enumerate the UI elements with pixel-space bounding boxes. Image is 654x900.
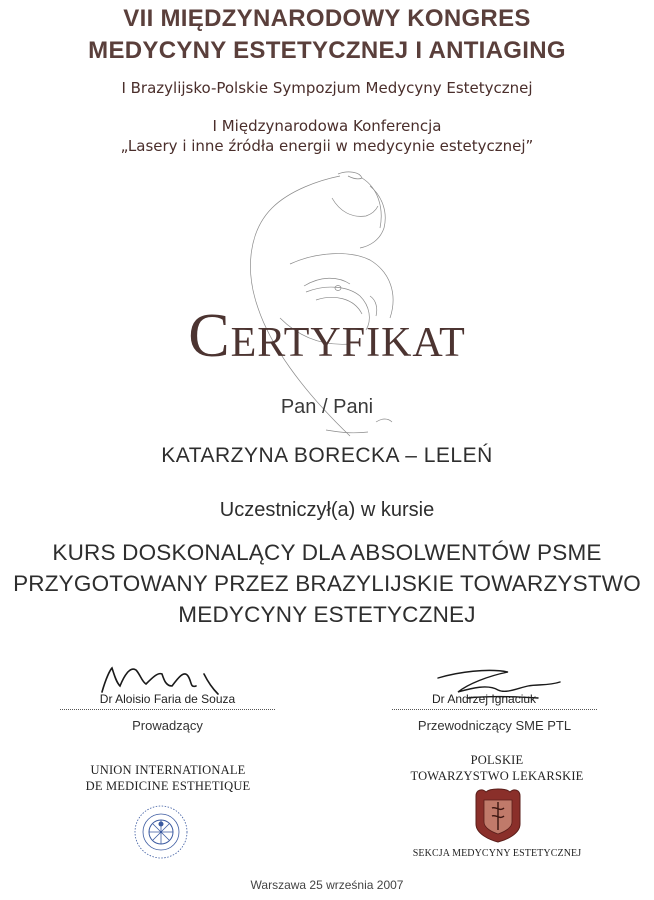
conference-title-line2: „Lasery i inne źródła energii w medycynie estetycznej” bbox=[120, 137, 534, 155]
signature-line-left bbox=[60, 709, 275, 710]
org-ptl-name bbox=[392, 752, 602, 784]
signatory-left-role: Prowadzący bbox=[132, 718, 203, 733]
congress-title-line1: VII MIĘDZYNARODOWY KONGRES bbox=[123, 5, 531, 32]
symposium-title: I Brazylijsko-Polskie Sympozjum Medycyny Estetycznej bbox=[121, 79, 533, 97]
org-uime-line1: UNION INTERNATIONALE bbox=[90, 763, 246, 777]
org-uime-line2: DE MEDICINE ESTHETIQUE bbox=[85, 779, 251, 793]
signature-block-right bbox=[392, 692, 597, 733]
certificate-title-rest: ERTYFIKAT bbox=[230, 320, 466, 366]
salutation: Pan / Pani bbox=[280, 396, 374, 418]
congress-title-line2: MEDYCYNY ESTETYCZNEJ I ANTIAGING bbox=[88, 37, 566, 64]
conference-title-line1: I Międzynarodowa Konferencja bbox=[212, 117, 442, 135]
signature-block-left bbox=[60, 692, 275, 733]
signatory-left-name: Dr Aloisio Faria de Souza bbox=[99, 692, 236, 706]
course-title-line3: MEDYCYNY ESTETYCZNEJ bbox=[178, 602, 476, 627]
org-ptl-line1: POLSKIE bbox=[470, 753, 524, 767]
certificate-title-initial: C bbox=[188, 302, 231, 370]
signature-line-right bbox=[392, 709, 597, 710]
course-title-line1: KURS DOSKONALĄCY DLA ABSOLWENTÓW PSME bbox=[52, 540, 602, 565]
recipient-name: KATARZYNA BORECKA – LELEŃ bbox=[161, 444, 493, 467]
certificate-title bbox=[0, 302, 654, 373]
course-title-line2: PRZYGOTOWANY PRZEZ BRAZYLIJSKIE TOWARZYSTWO bbox=[13, 571, 641, 596]
uime-seal-logo bbox=[128, 802, 194, 862]
org-uime-name bbox=[68, 762, 268, 794]
signatory-right-role: Przewodniczący SME PTL bbox=[417, 718, 572, 733]
org-ptl-section: SEKCJA MEDYCYNY ESTETYCZNEJ bbox=[412, 848, 582, 859]
participation-text: Uczestniczył(a) w kursie bbox=[219, 499, 435, 521]
org-ptl-line2: TOWARZYSTWO LEKARSKIE bbox=[410, 769, 584, 783]
signatory-right-name: Dr Andrzej Ignaciuk bbox=[432, 692, 537, 706]
place-and-date: Warszawa 25 września 2007 bbox=[250, 878, 404, 892]
ptl-emblem-logo bbox=[470, 786, 526, 844]
